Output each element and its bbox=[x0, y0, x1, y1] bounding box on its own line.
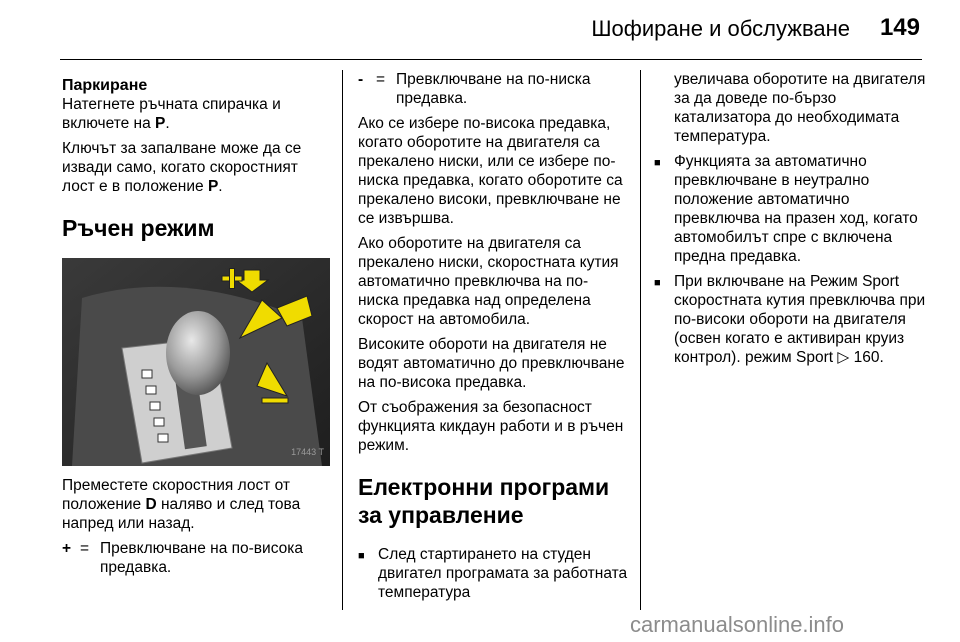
page-reference-triangle-icon[interactable]: ▷ bbox=[837, 349, 850, 366]
figure-code: 17443 T bbox=[291, 447, 324, 457]
bullet-item-3 bbox=[654, 272, 926, 367]
bullet-text-3: При включване на Режим Sport скоростната кутия превключва при по-високи обороти на двигателя (освен когато е активиран круиз контрол). режим Sport ▷ 160. bbox=[674, 273, 926, 366]
plus-bar-v bbox=[230, 269, 235, 289]
option-plus-text: Превключване на по-висока предавка. bbox=[100, 540, 303, 576]
equals-sign: = bbox=[376, 71, 386, 88]
minus-symbol: - bbox=[358, 71, 364, 88]
parking-paragraph-2: Ключът за запалване може да се извади само, когато скоростният лост е в положение P. bbox=[62, 140, 302, 195]
gear-knob bbox=[166, 311, 230, 395]
watermark: carmanualsonline.info bbox=[630, 612, 845, 637]
electronic-programs-heading: Електронни програми за управление bbox=[358, 474, 610, 528]
bullet-item-1-continued bbox=[654, 70, 926, 146]
page-header bbox=[0, 0, 960, 60]
bullet-item-1 bbox=[358, 545, 628, 602]
plus-symbol: + bbox=[62, 540, 72, 557]
equals-sign: = bbox=[80, 540, 90, 557]
column-3 bbox=[654, 70, 926, 373]
gear-lever-illustration bbox=[62, 258, 330, 466]
bullet-square-icon: ■ bbox=[654, 277, 661, 289]
parking-paragraph-1: Натегнете ръчната спирачка и включете на P. bbox=[62, 96, 281, 132]
option-plus bbox=[62, 539, 330, 577]
bullet-text-1: След стартирането на студен двигател програмата за работната температура bbox=[378, 546, 628, 601]
header-rule bbox=[60, 59, 922, 60]
bullet-text-1-continued: увеличава оборотите на двигателя за да доведе по-бързо катализатора до необходимата температура. bbox=[674, 71, 926, 145]
option-minus bbox=[358, 70, 628, 108]
minus-bar bbox=[262, 398, 288, 403]
parking-heading: Паркиране bbox=[62, 77, 148, 94]
col2-paragraph-3: Високите обороти на двигателя не водят автоматично до превключване на по-висока предавка. bbox=[358, 336, 625, 391]
manual-mode-heading: Ръчен режим bbox=[62, 215, 215, 241]
option-minus-text: Превключване на по-ниска предавка. bbox=[396, 71, 591, 107]
manual-paragraph-1: Преместете скоростния лост от положение D наляво и след това напред или назад. bbox=[62, 477, 301, 532]
bullet-text-2: Функцията за автоматично превключване в неутрално положение автоматично превключва на празен ход, когато автомобилът спре с включена предна предавка. bbox=[674, 153, 918, 265]
column-2 bbox=[358, 70, 628, 608]
column-divider-1 bbox=[342, 70, 343, 610]
page-number: 149 bbox=[879, 14, 920, 41]
gear-lever-figure bbox=[62, 258, 330, 466]
col2-paragraph-1: Ако се избере по-висока предавка, когато оборотите на двигателя са прекалено ниски, или се избере по-ниска предавка, когато оборотите са прекалено високи, превключване не се извършва. bbox=[358, 115, 623, 227]
column-divider-2 bbox=[640, 70, 641, 610]
col2-paragraph-2: Ако оборотите на двигателя са прекалено ниски, скоростната кутия автоматично превключва на по-ниска предавка над определена скорост на автомобила. bbox=[358, 235, 619, 328]
bullet-square-icon: ■ bbox=[358, 550, 365, 562]
col2-paragraph-4: От съображения за безопасност функцията кикдаун работи и в ръчен режим. bbox=[358, 399, 624, 454]
chapter-title: Шофиране и обслужване bbox=[591, 16, 850, 41]
column-1 bbox=[62, 70, 330, 583]
bullet-item-2 bbox=[654, 152, 926, 266]
bullet-square-icon: ■ bbox=[654, 157, 661, 169]
